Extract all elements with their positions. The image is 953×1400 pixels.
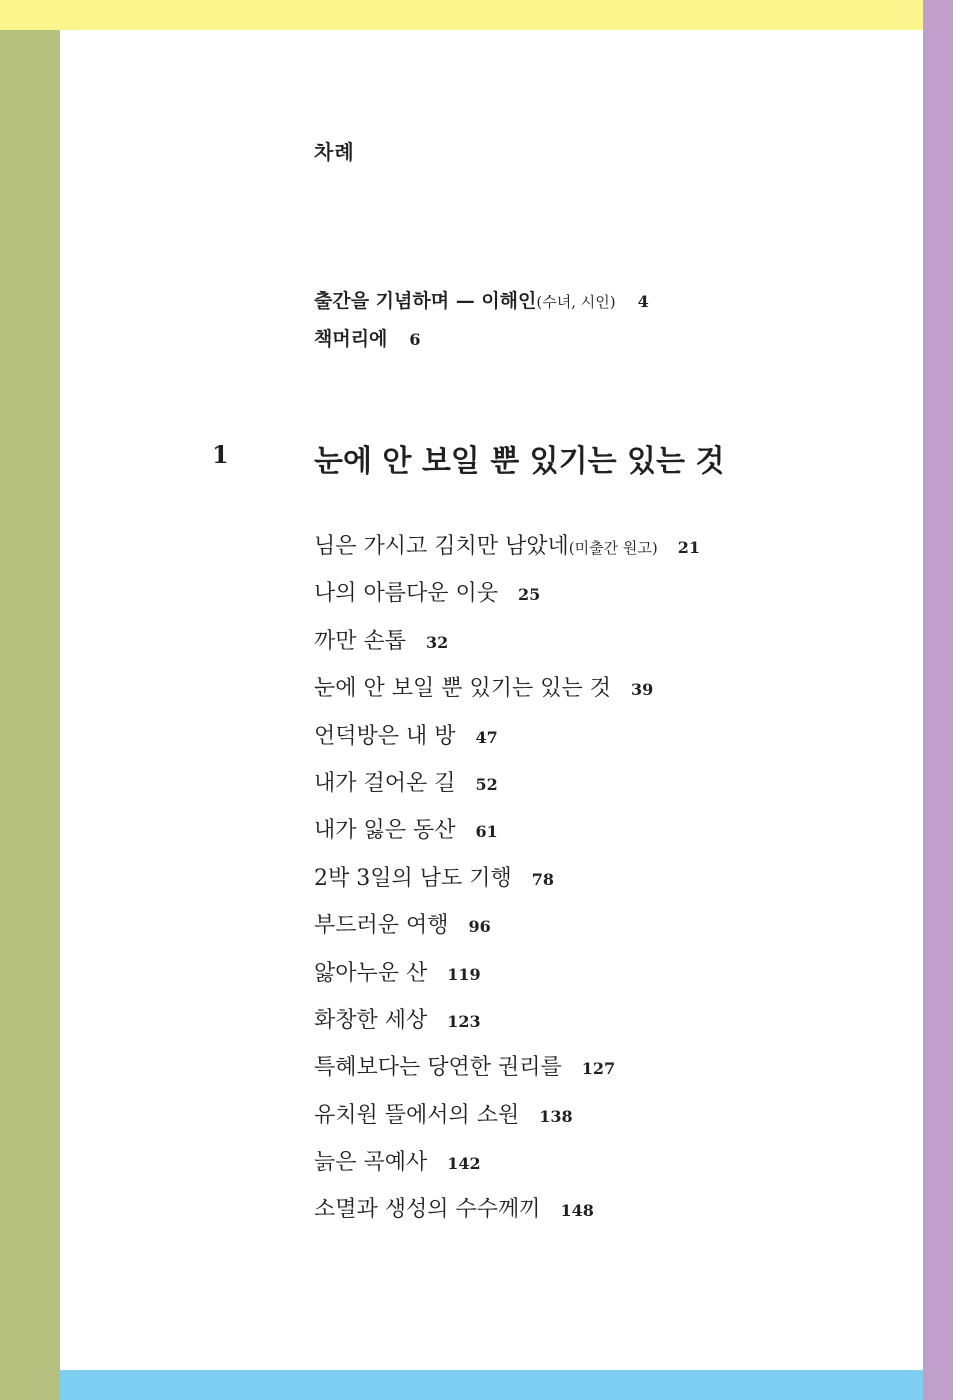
entry-page: 142 xyxy=(447,1154,481,1174)
toc-entry xyxy=(314,862,700,909)
front-matter-page: 6 xyxy=(409,330,421,349)
entry-page: 119 xyxy=(447,964,481,984)
entry-title: 앓아누운 산 xyxy=(314,960,428,986)
toc-entry xyxy=(314,577,700,624)
entry-title: 부드러운 여행 xyxy=(314,913,449,939)
toc-entry xyxy=(314,957,700,1004)
toc-entry-list xyxy=(314,530,700,1241)
entry-page: 52 xyxy=(475,774,498,794)
front-matter-note: (수녀, 시인) xyxy=(536,293,616,311)
entry-title: 눈에 안 보일 뿐 있기는 있는 것 xyxy=(314,676,611,702)
top-color-band xyxy=(0,0,953,30)
front-matter-title: 출간을 기념하며 — 이해인 xyxy=(314,290,537,312)
entry-page: 78 xyxy=(531,869,555,889)
chapter-number: 1 xyxy=(212,440,229,469)
entry-title: 유치원 뜰에서의 소원 xyxy=(314,1102,520,1128)
entry-title: 화창한 세상 xyxy=(314,1007,428,1033)
toc-entry xyxy=(314,625,700,672)
entry-page: 25 xyxy=(518,585,541,605)
front-matter-page: 4 xyxy=(637,292,649,311)
front-matter-item xyxy=(314,324,421,351)
entry-page: 138 xyxy=(539,1106,573,1126)
right-color-band xyxy=(923,0,953,1400)
entry-page: 123 xyxy=(447,1011,481,1031)
entry-page: 61 xyxy=(475,822,498,842)
toc-entry xyxy=(314,814,700,861)
front-matter-title: 책머리에 xyxy=(314,328,388,350)
entry-page: 47 xyxy=(475,727,498,747)
entry-title: 2박 3일의 남도 기행 xyxy=(314,865,512,891)
toc-entry xyxy=(314,1004,700,1051)
entry-page: 39 xyxy=(630,680,654,700)
entry-title: 내가 걸어온 길 xyxy=(314,770,456,796)
front-matter-item xyxy=(314,286,649,313)
toc-entry xyxy=(314,1051,700,1098)
entry-page: 21 xyxy=(677,538,700,557)
entry-page: 32 xyxy=(426,632,449,652)
chapter-title: 눈에 안 보일 뿐 있기는 있는 것 xyxy=(314,444,725,479)
left-color-band xyxy=(0,30,60,1400)
toc-entry xyxy=(314,720,700,767)
toc-entry xyxy=(314,909,700,956)
entry-title: 특혜보다는 당연한 권리를 xyxy=(314,1055,562,1081)
entry-note: (미출간 원고) xyxy=(568,539,658,557)
entry-title: 언덕방은 내 방 xyxy=(314,723,456,749)
bottom-color-band xyxy=(60,1370,923,1400)
toc-entry xyxy=(314,1193,700,1240)
entry-page: 148 xyxy=(560,1201,594,1221)
toc-entry xyxy=(314,1099,700,1146)
entry-title: 나의 아름다운 이웃 xyxy=(314,581,499,607)
entry-title: 내가 잃은 동산 xyxy=(314,818,456,844)
toc-entry xyxy=(314,672,700,719)
toc-heading: 차례 xyxy=(314,140,355,164)
toc-entry xyxy=(314,767,700,814)
entry-page: 127 xyxy=(581,1059,616,1079)
entry-title: 늙은 곡예사 xyxy=(314,1150,428,1176)
entry-title: 소멸과 생성의 수수께끼 xyxy=(314,1197,541,1223)
toc-entry xyxy=(314,530,700,577)
toc-entry xyxy=(314,1146,700,1193)
entry-page: 96 xyxy=(468,917,491,937)
entry-title: 님은 가시고 김치만 남았네 xyxy=(314,534,569,559)
entry-title: 까만 손톱 xyxy=(314,628,407,654)
